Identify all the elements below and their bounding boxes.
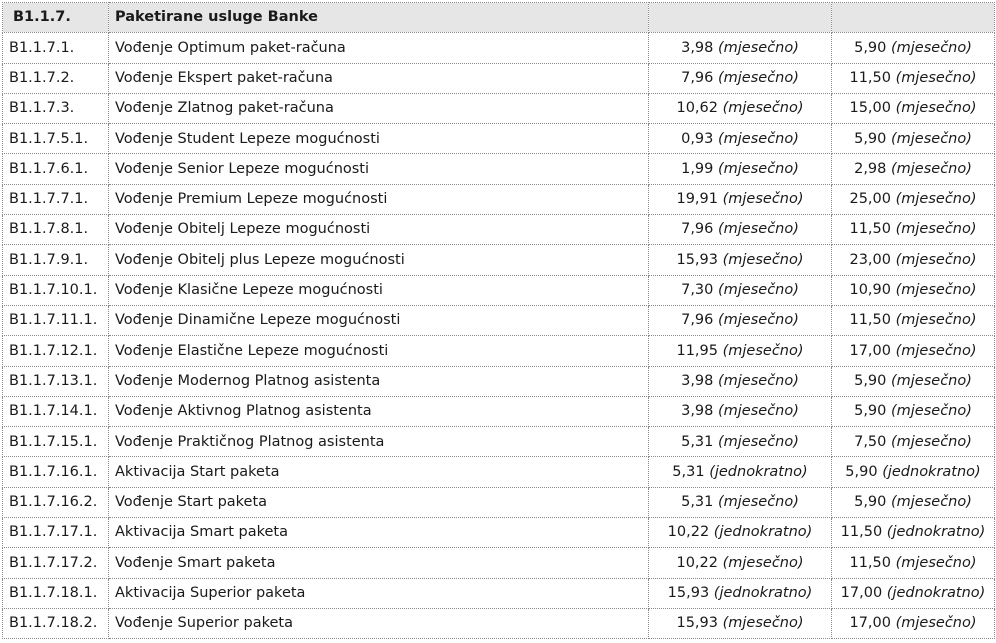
row-fee-2 — [832, 154, 995, 184]
fee-1-unit: (jednokratno) — [713, 585, 813, 602]
row-code: B1.1.7.5.1. — [3, 124, 109, 154]
row-fee-1 — [649, 427, 832, 457]
row-fee-1 — [649, 275, 832, 305]
table-row — [3, 63, 995, 93]
row-fee-2 — [832, 518, 995, 548]
fee-1-unit: (jednokratno) — [713, 524, 813, 541]
fee-2-unit: (mjesečno) — [895, 282, 977, 299]
table-row — [3, 548, 995, 578]
row-fee-2 — [832, 608, 995, 638]
section-code: B1.1.7. — [3, 3, 109, 33]
row-fee-2 — [832, 457, 995, 487]
row-code: B1.1.7.16.1. — [3, 457, 109, 487]
row-description: Vođenje Aktivnog Platnog asistenta — [109, 396, 649, 426]
row-code: B1.1.7.17.2. — [3, 548, 109, 578]
row-fee-2 — [832, 336, 995, 366]
row-fee-1 — [649, 124, 832, 154]
table-row — [3, 245, 995, 275]
fee-2-unit: (mjesečno) — [895, 312, 977, 329]
row-description: Vođenje Senior Lepeze mogućnosti — [109, 154, 649, 184]
table-row — [3, 578, 995, 608]
fee-2-value: 5,90 — [854, 403, 887, 420]
fee-1-unit: (mjesečno) — [722, 251, 804, 268]
fee-2-unit: (mjesečno) — [895, 191, 977, 208]
table-row — [3, 457, 995, 487]
row-fee-1 — [649, 457, 832, 487]
fee-1-value: 3,98 — [681, 403, 714, 420]
row-fee-1 — [649, 245, 832, 275]
fee-2-unit: (mjesečno) — [895, 342, 977, 359]
row-description: Vođenje Obitelj Lepeze mogućnosti — [109, 215, 649, 245]
row-fee-1 — [649, 154, 832, 184]
fee-2-value: 5,90 — [845, 463, 878, 480]
fee-2-value: 11,50 — [849, 221, 891, 238]
row-code: B1.1.7.10.1. — [3, 275, 109, 305]
row-fee-1 — [649, 578, 832, 608]
table-row — [3, 184, 995, 214]
row-fee-1 — [649, 33, 832, 63]
row-code: B1.1.7.16.2. — [3, 487, 109, 517]
row-description: Vođenje Klasične Lepeze mogućnosti — [109, 275, 649, 305]
fee-1-unit: (mjesečno) — [722, 191, 804, 208]
fee-2-value: 23,00 — [849, 251, 891, 268]
fee-2-unit: (jednokratno) — [882, 463, 981, 480]
table-row — [3, 396, 995, 426]
fee-1-unit: (mjesečno) — [722, 554, 804, 571]
fee-1-unit: (mjesečno) — [718, 39, 799, 56]
row-code: B1.1.7.1. — [3, 33, 109, 63]
row-fee-1 — [649, 215, 832, 245]
fee-1-unit: (mjesečno) — [722, 615, 804, 632]
row-description: Aktivacija Superior paketa — [109, 578, 649, 608]
row-fee-1 — [649, 184, 832, 214]
fee-2-value: 25,00 — [849, 191, 891, 208]
fee-1-value: 5,31 — [681, 494, 714, 511]
row-code: B1.1.7.18.2. — [3, 608, 109, 638]
table-row — [3, 124, 995, 154]
row-code: B1.1.7.15.1. — [3, 427, 109, 457]
row-code: B1.1.7.7.1. — [3, 184, 109, 214]
table-row — [3, 93, 995, 123]
section-title: Paketirane usluge Banke — [109, 3, 649, 33]
fee-1-unit: (mjesečno) — [722, 100, 804, 117]
fee-1-value: 19,91 — [676, 191, 718, 208]
table-row — [3, 608, 995, 638]
row-fee-1 — [649, 608, 832, 638]
fee-1-unit: (jednokratno) — [709, 463, 808, 480]
row-description: Vođenje Praktičnog Platnog asistenta — [109, 427, 649, 457]
row-description: Vođenje Student Lepeze mogućnosti — [109, 124, 649, 154]
table-row — [3, 427, 995, 457]
table-row — [3, 154, 995, 184]
row-fee-2 — [832, 487, 995, 517]
fee-2-unit: (mjesečno) — [895, 221, 977, 238]
row-fee-1 — [649, 305, 832, 335]
row-fee-1 — [649, 366, 832, 396]
row-description: Vođenje Elastične Lepeze mogućnosti — [109, 336, 649, 366]
fee-1-unit: (mjesečno) — [718, 69, 799, 86]
fee-2-unit: (mjesečno) — [891, 433, 972, 450]
fee-2-value: 5,90 — [854, 372, 887, 389]
fee-2-unit: (mjesečno) — [891, 494, 972, 511]
row-description: Vođenje Premium Lepeze mogućnosti — [109, 184, 649, 214]
row-code: B1.1.7.2. — [3, 63, 109, 93]
fee-1-value: 5,31 — [681, 433, 714, 450]
row-code: B1.1.7.3. — [3, 93, 109, 123]
row-description: Vođenje Optimum paket-računa — [109, 33, 649, 63]
fee-2-unit: (mjesečno) — [895, 69, 977, 86]
section-header-row — [3, 3, 995, 33]
header-empty-cell — [649, 3, 832, 33]
row-fee-2 — [832, 124, 995, 154]
fee-1-unit: (mjesečno) — [718, 130, 799, 147]
fee-2-unit: (mjesečno) — [891, 39, 972, 56]
fee-1-value: 3,98 — [681, 39, 714, 56]
table-row — [3, 275, 995, 305]
fee-2-unit: (mjesečno) — [891, 130, 972, 147]
fee-2-value: 5,90 — [854, 494, 887, 511]
row-description: Vođenje Ekspert paket-računa — [109, 63, 649, 93]
fee-1-value: 7,30 — [681, 282, 714, 299]
row-description: Aktivacija Start paketa — [109, 457, 649, 487]
row-fee-2 — [832, 305, 995, 335]
row-fee-2 — [832, 578, 995, 608]
row-description: Vođenje Start paketa — [109, 487, 649, 517]
row-description: Vođenje Modernog Platnog asistenta — [109, 366, 649, 396]
fee-1-value: 0,93 — [681, 130, 714, 147]
fee-2-value: 17,00 — [840, 585, 883, 602]
fee-1-unit: (mjesečno) — [718, 221, 799, 238]
fee-1-value: 5,31 — [672, 463, 705, 480]
table-row — [3, 215, 995, 245]
row-description: Vođenje Obitelj plus Lepeze mogućnosti — [109, 245, 649, 275]
row-fee-2 — [832, 63, 995, 93]
fee-1-unit: (mjesečno) — [718, 494, 799, 511]
row-description: Vođenje Zlatnog paket-računa — [109, 93, 649, 123]
fee-2-unit: (jednokratno) — [886, 585, 986, 602]
fee-1-unit: (mjesečno) — [718, 312, 799, 329]
fee-1-value: 7,96 — [681, 221, 714, 238]
fee-2-unit: (mjesečno) — [895, 615, 977, 632]
row-code: B1.1.7.11.1. — [3, 305, 109, 335]
fee-2-value: 5,90 — [854, 39, 887, 56]
row-fee-2 — [832, 184, 995, 214]
row-fee-2 — [832, 33, 995, 63]
table-row — [3, 336, 995, 366]
fee-2-value: 11,50 — [849, 312, 891, 329]
fee-1-unit: (mjesečno) — [718, 403, 799, 420]
fee-2-value: 11,50 — [849, 554, 891, 571]
fee-2-value: 5,90 — [854, 130, 887, 147]
row-fee-1 — [649, 548, 832, 578]
table-row — [3, 366, 995, 396]
row-description: Vođenje Superior paketa — [109, 608, 649, 638]
row-fee-1 — [649, 396, 832, 426]
row-code: B1.1.7.8.1. — [3, 215, 109, 245]
row-fee-1 — [649, 63, 832, 93]
fee-2-value: 15,00 — [849, 100, 891, 117]
row-code: B1.1.7.12.1. — [3, 336, 109, 366]
row-code: B1.1.7.9.1. — [3, 245, 109, 275]
row-fee-1 — [649, 487, 832, 517]
row-description: Vođenje Smart paketa — [109, 548, 649, 578]
row-fee-1 — [649, 336, 832, 366]
fee-table — [2, 2, 995, 639]
header-empty-cell — [832, 3, 995, 33]
fee-1-value: 3,98 — [681, 372, 714, 389]
table-row — [3, 487, 995, 517]
fee-2-value: 7,50 — [854, 433, 887, 450]
row-code: B1.1.7.17.1. — [3, 518, 109, 548]
fee-table-body — [3, 3, 995, 639]
fee-2-unit: (mjesečno) — [895, 100, 977, 117]
fee-1-value: 11,95 — [676, 342, 718, 359]
fee-1-value: 15,93 — [667, 585, 710, 602]
table-row — [3, 33, 995, 63]
fee-1-value: 1,99 — [681, 160, 714, 177]
fee-1-value: 10,22 — [667, 524, 710, 541]
row-description: Vođenje Dinamične Lepeze mogućnosti — [109, 305, 649, 335]
fee-2-value: 11,50 — [849, 69, 891, 86]
row-fee-2 — [832, 93, 995, 123]
fee-1-unit: (mjesečno) — [722, 342, 804, 359]
fee-2-unit: (jednokratno) — [886, 524, 986, 541]
row-code: B1.1.7.13.1. — [3, 366, 109, 396]
row-fee-2 — [832, 548, 995, 578]
fee-1-unit: (mjesečno) — [718, 160, 799, 177]
fee-1-value: 7,96 — [681, 312, 714, 329]
row-fee-2 — [832, 275, 995, 305]
fee-1-unit: (mjesečno) — [718, 433, 799, 450]
row-description: Aktivacija Smart paketa — [109, 518, 649, 548]
row-fee-1 — [649, 518, 832, 548]
fee-1-unit: (mjesečno) — [718, 372, 799, 389]
row-fee-2 — [832, 215, 995, 245]
fee-2-unit: (mjesečno) — [891, 160, 972, 177]
fee-2-unit: (mjesečno) — [895, 554, 977, 571]
row-fee-2 — [832, 396, 995, 426]
table-row — [3, 518, 995, 548]
row-fee-2 — [832, 245, 995, 275]
fee-1-value: 15,93 — [676, 251, 718, 268]
row-code: B1.1.7.18.1. — [3, 578, 109, 608]
row-fee-1 — [649, 93, 832, 123]
fee-2-value: 17,00 — [849, 615, 891, 632]
row-code: B1.1.7.6.1. — [3, 154, 109, 184]
fee-2-value: 17,00 — [849, 342, 891, 359]
fee-2-value: 2,98 — [854, 160, 887, 177]
fee-1-value: 15,93 — [676, 615, 718, 632]
fee-1-value: 10,62 — [676, 100, 718, 117]
fee-1-value: 10,22 — [676, 554, 718, 571]
table-row — [3, 305, 995, 335]
fee-1-value: 7,96 — [681, 69, 714, 86]
fee-1-unit: (mjesečno) — [718, 282, 799, 299]
fee-2-unit: (mjesečno) — [895, 251, 977, 268]
row-fee-2 — [832, 366, 995, 396]
fee-2-unit: (mjesečno) — [891, 403, 972, 420]
fee-2-unit: (mjesečno) — [891, 372, 972, 389]
fee-2-value: 11,50 — [840, 524, 883, 541]
row-code: B1.1.7.14.1. — [3, 396, 109, 426]
fee-2-value: 10,90 — [849, 282, 891, 299]
row-fee-2 — [832, 427, 995, 457]
